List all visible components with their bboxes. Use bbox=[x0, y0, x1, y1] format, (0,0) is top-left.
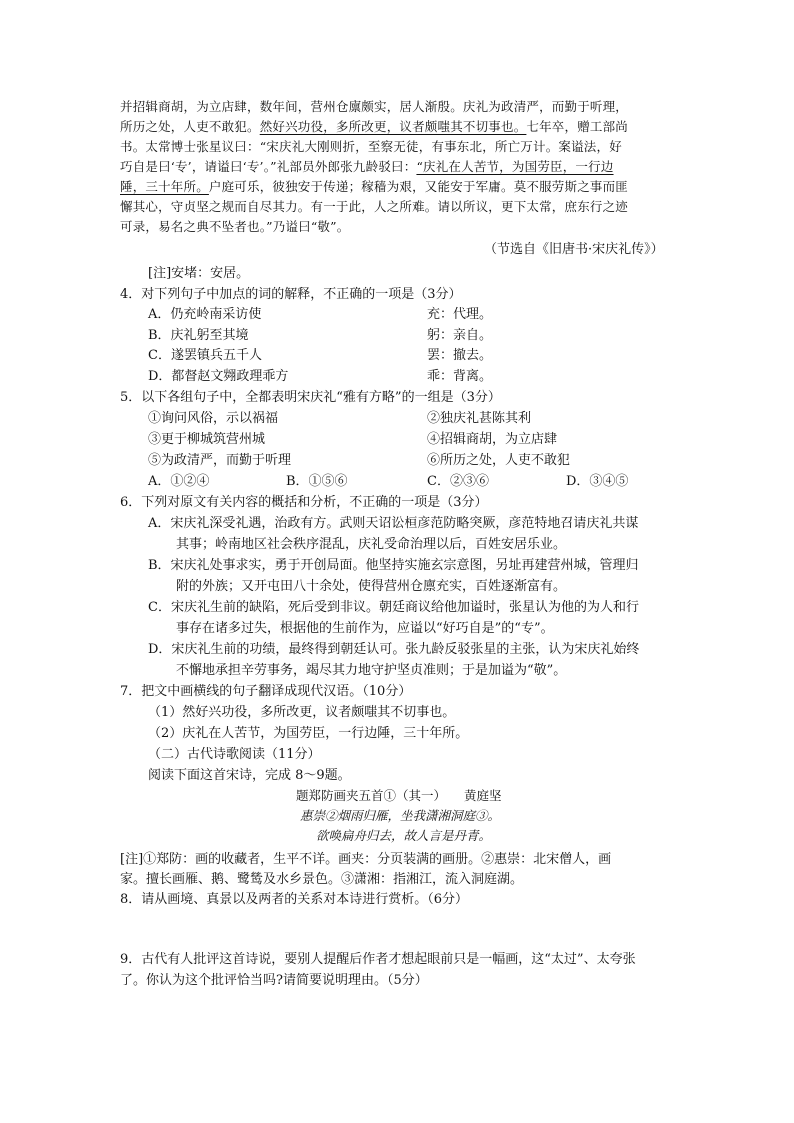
passage-line-2: 所历之处，人吏不敢犯。然好兴功役，多所改更，议者颇嗤其不切事也。七年卒，赠工部尚 bbox=[120, 119, 629, 134]
q7-sentence-1: （1）然好兴功役，多所改更，议者颇嗤其不切事也。 bbox=[148, 705, 456, 720]
question-8-stem: 8．请从画境、真景以及两者的关系对本诗进行赏析。（6分） bbox=[120, 892, 469, 907]
q5-item-6: ⑥所历之处，人吏不敢犯 bbox=[427, 453, 571, 468]
section-intro: 阅读下面这首宋诗，完成 8～9题。 bbox=[148, 768, 351, 783]
question-5-stem: 5．以下各组句子中，全都表明宋庆礼“雅有方略”的一组是（3分） bbox=[120, 390, 501, 405]
passage-line-5: 陲，三十年所。户庭可乐，彼独安于传递；稼穑为艰，又能安于军庸。莫不服劳斯之事而匪 bbox=[120, 179, 629, 194]
q6-option-a-line-2: 其事；岭南地区社会秩序混乱，庆礼受命治理以后，百姓安居乐业。 bbox=[176, 537, 567, 552]
q4-option-d: D．都督赵文翙政理乖方 bbox=[148, 369, 289, 384]
q4-option-c-gloss: 罢：撤去。 bbox=[427, 348, 493, 363]
question-9-line-2: 了。你认为这个批评恰当吗?请简要说明理由。（5分） bbox=[120, 973, 428, 988]
section-heading: （二）古代诗歌阅读（11分） bbox=[148, 747, 321, 762]
poem-note-line-1: [注]①郑防：画的收藏者，生平不详。画夹：分页装满的画册。②惠崇：北宋僧人，画 bbox=[120, 852, 612, 867]
underlined-sentence-1: 然好兴功役，多所改更，议者颇嗤其不切事也。 bbox=[259, 119, 527, 134]
question-6-stem: 6．下列对原文有关内容的概括和分析，不正确的一项是（3分） bbox=[120, 495, 488, 510]
passage-note: [注]安堵：安居。 bbox=[148, 266, 250, 281]
q6-option-b-line-2: 附的外族；又开屯田八十余处，使得营州仓廪充实，百姓逐渐富有。 bbox=[176, 579, 567, 594]
q5-choice-d: D．③④⑤ bbox=[566, 474, 629, 489]
question-9-line-1: 9．古代有人批评这首诗说，要别人提醒后作者才想起眼前只是一幅画，这“太过”、太夸张 bbox=[120, 952, 636, 967]
q5-item-2: ②独庆礼甚陈其利 bbox=[427, 411, 532, 426]
q6-option-d-line-1: D．宋庆礼生前的功绩，最终得到朝廷认可。张九龄反驳张星的主张，认为宋庆礼始终 bbox=[148, 642, 640, 657]
q4-option-c: C．遂罢镇兵五千人 bbox=[148, 348, 262, 363]
q4-option-d-gloss: 乖：背离。 bbox=[427, 369, 493, 384]
passage-line-7: 可录，易名之典不坠者也。”乃谥曰“敬”。 bbox=[120, 219, 350, 234]
poem-title: 题郑防画夹五首①（其一） 黄庭坚 bbox=[296, 788, 502, 803]
underlined-sentence-2a: “庆礼在人苦节，为国劳臣，一行边 bbox=[416, 159, 614, 174]
q4-option-b: B．庆礼躬至其境 bbox=[148, 328, 249, 343]
q5-item-5: ⑤为政清严，而勤于听理 bbox=[148, 453, 292, 468]
poem-line-1: 惠崇②烟雨归雁，坐我潇湘洞庭③。 bbox=[300, 808, 501, 823]
passage-line-6: 懈其心，守贞坚之规而自尽其力。有一于此，人之所难。请以所议，更下太常，庶东行之迹 bbox=[120, 199, 629, 214]
q7-sentence-2: （2）庆礼在人苦节，为国劳臣，一行边陲，三十年所。 bbox=[148, 726, 469, 741]
q4-option-a-gloss: 充：代理。 bbox=[427, 307, 493, 322]
poem-line-2: 欲唤扁舟归去，故人言是丹青。 bbox=[316, 828, 492, 843]
q4-option-b-gloss: 躬：亲自。 bbox=[427, 328, 493, 343]
passage-line-3: 书。太常博士张星议曰：“宋庆礼大刚则折，至察无徒，有事东北，所亡万计。案谥法，好 bbox=[120, 139, 622, 154]
q5-item-4: ④招辑商胡，为立店肆 bbox=[427, 432, 558, 447]
q6-option-a-line-1: A．宋庆礼深受礼遇，治政有方。武则天诏讼桓彦范防略突厥，彦范特地召请庆礼共谋 bbox=[148, 516, 639, 531]
q6-option-c-line-2: 事存在诸多过失，根据他的生前作为，应谥以“好巧自是”的“专”。 bbox=[176, 621, 554, 636]
poem-note-line-2: 家。擅长画雁、鹅、鹭鸶及水乡景色。③潇湘：指湘江，流入洞庭湖。 bbox=[120, 872, 524, 887]
q4-option-a: A．仍充岭南采访使 bbox=[148, 307, 262, 322]
question-7-stem: 7．把文中画横线的句子翻译成现代汉语。（10分） bbox=[120, 684, 412, 699]
passage-line-4: 巧自是曰‘专’，请谥曰‘专’。”礼部员外郎张九龄驳曰：“庆礼在人苦节，为国劳臣，一行边 bbox=[120, 159, 614, 174]
q5-item-1: ①询问风俗，示以祸福 bbox=[148, 411, 279, 426]
q5-choice-b: B．①⑤⑥ bbox=[286, 474, 348, 489]
q5-item-3: ③更于柳城筑营州城 bbox=[148, 432, 266, 447]
underlined-sentence-2b: 陲，三十年所。 bbox=[120, 179, 209, 194]
q6-option-b-line-1: B．宋庆礼处事求实，勇于开创局面。他坚持实施玄宗意图，另址再建营州城，管理归 bbox=[148, 558, 639, 573]
question-4-stem: 4．对下列句子中加点的词的解释，不正确的一项是（3分） bbox=[120, 287, 462, 302]
q5-choice-a: A．①②④ bbox=[148, 474, 210, 489]
q6-option-d-line-2: 不懈地承担辛劳事务，竭尽其力地守护坚贞准则；于是加谥为“敬”。 bbox=[176, 663, 567, 678]
poem-author: 黄庭坚 bbox=[464, 788, 502, 803]
q6-option-c-line-1: C．宋庆礼生前的缺陷，死后受到非议。朝廷商议给他加谥时，张星认为他的为人和行 bbox=[148, 600, 639, 615]
passage-source: （节选自《旧唐书·宋庆礼传》） bbox=[484, 242, 664, 257]
q5-choice-c: C．②③⑥ bbox=[427, 474, 489, 489]
passage-line-1: 并招辑商胡，为立店肆，数年间，营州仓廪颇实，居人渐殷。庆礼为政清严，而勤于听理， bbox=[120, 99, 629, 114]
